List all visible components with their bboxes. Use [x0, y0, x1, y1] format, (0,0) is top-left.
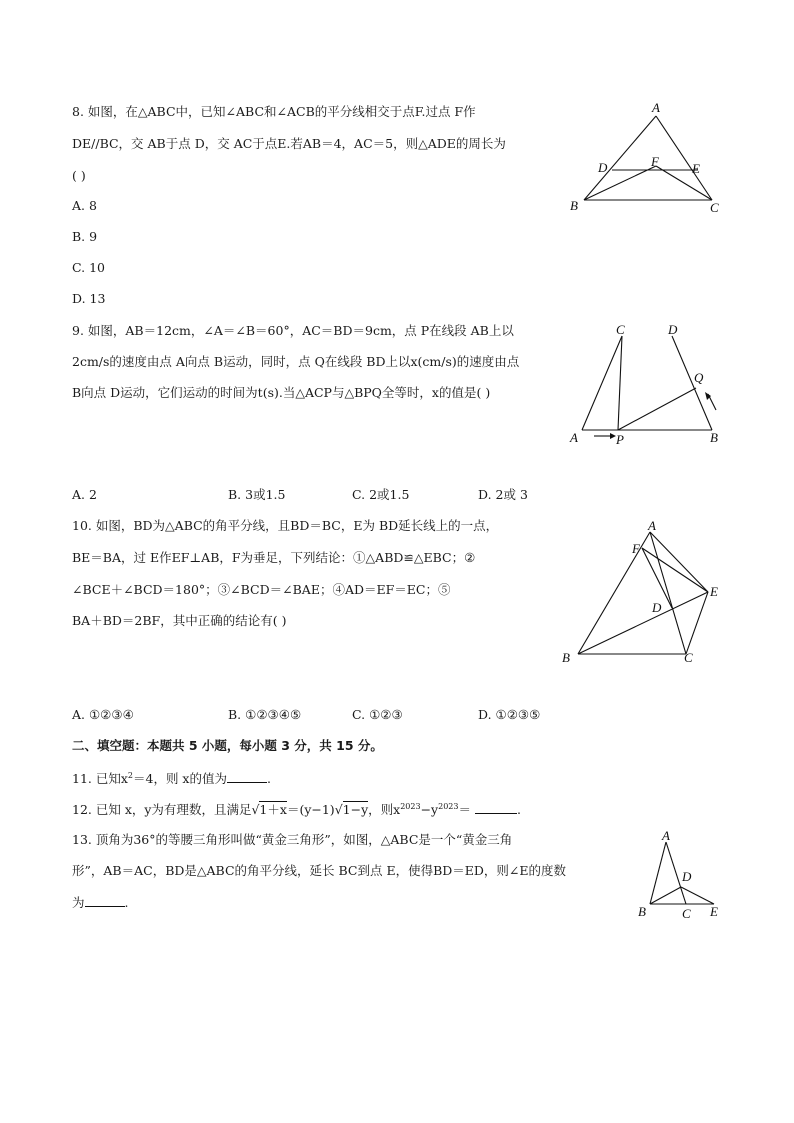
q10-line-1: 10. 如图，BD为△ABC的角平分线，且BD＝BC，E为 BD延长线上的一点， [72, 518, 499, 533]
q12-exp-1: 2023 [400, 802, 421, 811]
q8-label-b: B [570, 198, 578, 213]
q11-line [72, 768, 271, 787]
q12-mid: ＝(y−1) [286, 802, 335, 818]
q13-line-1: 13. 顶角为36°的等腰三角形叫做“黄金三角形”，如图，△ABC是一个“黄金三角 [72, 832, 513, 847]
q13-label-d: D [682, 869, 692, 884]
q13-line-3-wrap [72, 894, 129, 911]
q13-line-2: 形”，AB＝AC，BD是△ABC的角平分线，延长 BC到点 E，使得BD＝ED，则∠E的度数 [72, 863, 567, 878]
q12-post: ，则x [368, 802, 401, 818]
q9-label-c: C [616, 322, 625, 337]
q9-label-p: P [616, 432, 624, 447]
q11-end: . [266, 771, 271, 787]
q9-option-d[interactable]: D. 2或 3 [478, 487, 528, 502]
q11-answer-blank[interactable] [227, 770, 267, 783]
q10-label-a: A [648, 518, 656, 533]
q8-line-3: ( ) [72, 168, 86, 183]
q8-option-d[interactable]: D. 13 [72, 291, 106, 306]
q12-pre: 12. 已知 x，y为有理数，且满足 [72, 802, 252, 818]
q13-label-c: C [682, 906, 691, 921]
q9-option-b[interactable]: B. 3或1.5 [228, 487, 286, 502]
q13-answer-blank[interactable] [85, 894, 125, 907]
q10-line-2: BE＝BA，过 E作EF⊥AB，F为垂足，下列结论：①△ABD≌△EBC；② [72, 550, 476, 565]
q12-answer-blank[interactable] [475, 801, 517, 814]
q10-line-4: BA＋BD＝2BF，其中正确的结论有( ) [72, 613, 287, 628]
q10-option-d[interactable]: D. ①②③⑤ [478, 707, 541, 722]
q8-label-c: C [710, 200, 719, 215]
q13-figure [632, 828, 732, 924]
q10-option-a[interactable]: A. ①②③④ [72, 707, 134, 722]
q9-line-2: 2cm/s的速度由点 A向点 B运动，同时，点 Q在线段 BD上以x(cm/s)的速度由点 [72, 354, 520, 369]
q12-exp-2: 2023 [438, 802, 459, 811]
q12-line [72, 799, 521, 818]
q13-label-b: B [638, 904, 646, 919]
q8-option-a[interactable]: A. 8 [72, 198, 97, 213]
q8-label-a: A [652, 100, 660, 115]
q9-label-b: B [710, 430, 718, 445]
q12-radicand-2: 1−y [342, 802, 369, 818]
q13-label-e: E [710, 904, 718, 919]
q8-line-1: 8. 如图，在△ABC中，已知∠ABC和∠ACB的平分线相交于点F.过点 F作 [72, 104, 476, 119]
section-fill-blank-heading: 二、填空题：本题共 5 小题，每小题 3 分，共 15 分。 [72, 738, 383, 753]
q12-eq: ＝ [458, 802, 471, 818]
q9-label-d: D [668, 322, 678, 337]
q10-label-c: C [684, 650, 693, 665]
q10-option-b[interactable]: B. ①②③④⑤ [228, 707, 302, 722]
q12-end: . [517, 802, 521, 818]
q9-option-a[interactable]: A. 2 [72, 487, 97, 502]
q8-label-d: D [598, 160, 608, 175]
q9-label-q: Q [694, 370, 704, 385]
q13-end: . [124, 895, 129, 910]
q8-line-2: DE//BC，交 AB于点 D，交 AC于点E.若AB＝4，AC＝5，则△ADE的周长为 [72, 136, 506, 151]
q9-line-1: 9. 如图，AB＝12cm，∠A＝∠B＝60°，AC＝BD＝9cm，点 P在线段 AB上以 [72, 323, 514, 338]
q10-figure [556, 516, 736, 666]
q9-option-c[interactable]: C. 2或1.5 [352, 487, 410, 502]
q13-label-a: A [662, 828, 670, 843]
q11-sup: 2 [127, 771, 133, 780]
q12-sqrt-1: √1＋x [251, 802, 287, 818]
q8-option-c[interactable]: C. 10 [72, 260, 105, 275]
q10-label-d: D [652, 600, 662, 615]
q8-label-e: E [692, 161, 700, 176]
q10-label-e: E [710, 584, 718, 599]
q12-radicand-1: 1＋x [259, 802, 287, 818]
q10-line-3: ∠BCE＋∠BCD＝180°；③∠BCD＝∠BAE；④AD＝EF＝EC；⑤ [72, 582, 451, 597]
q9-label-a: A [570, 430, 578, 445]
q8-option-b[interactable]: B. 9 [72, 229, 98, 244]
q12-minus: −y [420, 802, 439, 818]
q9-line-3: B向点 D运动，它们运动的时间为t(s).当△ACP与△BPQ全等时，x的值是( ) [72, 385, 491, 400]
q9-figure [560, 318, 740, 450]
q10-label-b: B [562, 650, 570, 665]
q11-pre: 11. 已知x [72, 771, 128, 787]
q10-option-c[interactable]: C. ①②③ [352, 707, 403, 722]
q8-label-f: F [651, 154, 659, 169]
q13-line-3: 为 [72, 895, 85, 910]
q11-post: ＝4，则 x的值为 [133, 771, 227, 787]
q10-label-f: F [632, 541, 640, 556]
q12-sqrt-2: √1−y [334, 802, 369, 818]
q8-figure [560, 100, 740, 220]
